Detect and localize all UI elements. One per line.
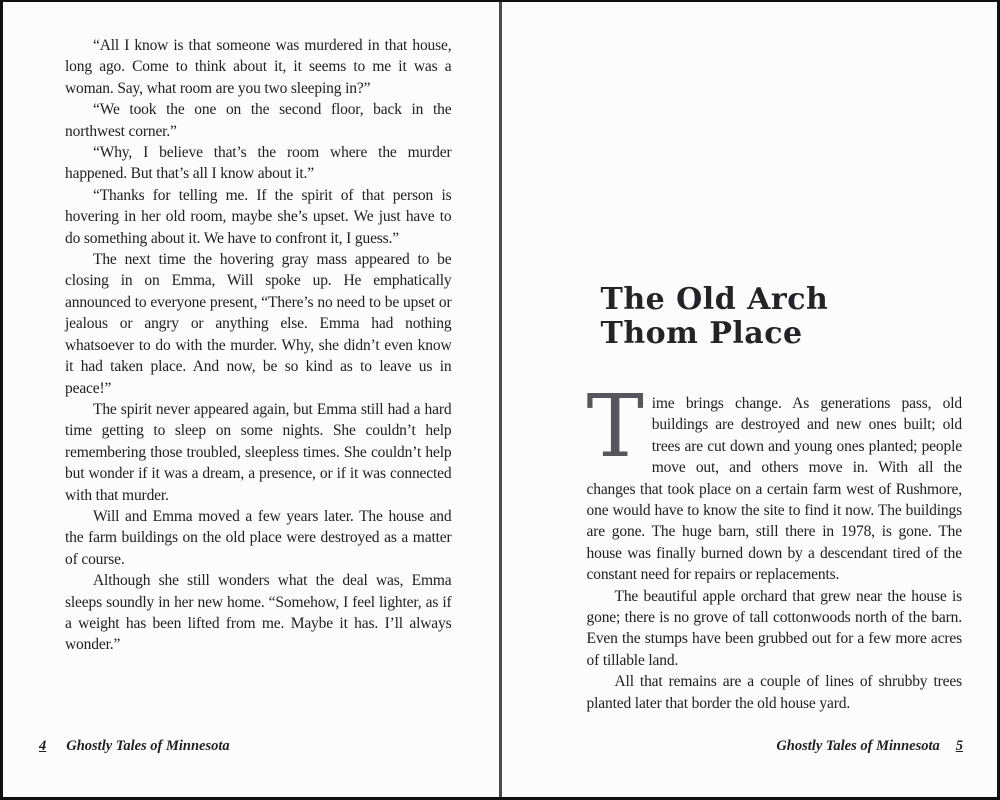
chapter-title-line-1: The Old Arch [600,282,829,317]
paragraph: “We took the one on the second floor, back in the northwest corner.” [65,101,452,140]
paragraph: Will and Emma moved a few years later. The house and the farm buildings on the old place were destroyed as a matter of course. [65,507,452,568]
page-left-body [3,2,499,656]
opening-paragraph-text: ime brings change. As generations pass, old buildings are destroyed and new ones built; old trees are cut down and young ones planted; people move out, and others move in. With all the changes that took place on a certain farm west of Rushmore, one would have to know the site to find it now. The buildings are gone. The huge barn, still there in 1978, is gone. The house was finally burned down by a descendant tired of the constant need for repairs or replacements. [586,395,962,584]
page-right-body [502,377,998,714]
running-title-left: Ghostly Tales of Minnesota [66,738,230,754]
page-left [3,2,499,797]
paragraph: Although she still wonders what the deal was, Emma sleeps soundly in her new home. “Somehow, I feel lighter, as if a weight has been lifted from me. Maybe it has. I’ll always wonder.” [65,572,452,654]
page-right [502,2,998,797]
paragraph: All that remains are a couple of lines of shrubby trees planted later that border the old house yard. [586,673,962,712]
paragraph: “Thanks for telling me. If the spirit of that person is hovering in her old room, maybe she’s upset. We just have to do something about it. We have to confront it, I guess.” [65,186,452,247]
page-left-footer [3,738,499,755]
paragraph: “All I know is that someone was murdered in that house, long ago. Come to think about it, it seems to me it was a woman. Say, what room are you two sleeping in?” [65,37,452,97]
paragraph: The beautiful apple orchard that grew near the house is gone; there is no grove of tall cottonwoods north of the barn. Even the stumps have been grubbed out for a few more acres of tillable land. [586,587,962,669]
page-number-right: 5 [955,738,963,754]
running-title-right: Ghostly Tales of Minnesota [776,738,940,754]
drop-cap: T [586,377,644,477]
paragraph: The next time the hovering gray mass appeared to be closing in on Emma, Will spoke up. He emphatically announced to everyone present, “There’s no need to be upset or jealous or angry or anything else. Emma had nothing whatsoever to do with the murder. Why, she didn’t even know it had taken place. And now, be so kind as to leave us in peace!” [65,251,452,397]
opening-paragraph [586,377,963,586]
paragraph: “Why, I believe that’s the room where the murder happened. But that’s all I know about it.” [65,144,452,183]
paragraph: The spirit never appeared again, but Emma still had a hard time getting to sleep on some nights. She couldn’t help remembering those troubled, sleepless times. She couldn’t help but wonder if it was a dream, a presence, or if it was connected with that murder. [65,400,452,504]
page-right-footer [502,738,998,755]
chapter-title [601,283,998,351]
chapter-title-line-2: Thom Place [600,316,803,351]
page-number-left: 4 [39,738,47,754]
